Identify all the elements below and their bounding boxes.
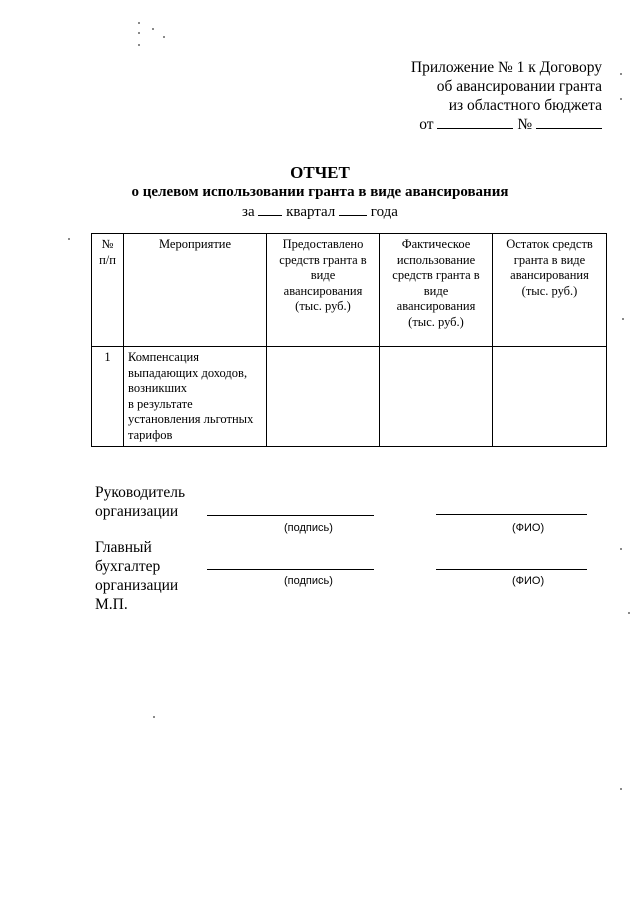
- activity-line: установления льготных: [128, 412, 254, 426]
- scan-speck: [138, 44, 140, 46]
- accountant-label-line: организации: [95, 577, 179, 594]
- report-period: [0, 202, 640, 222]
- contract-number-blank: [536, 115, 602, 129]
- head-signatory-label: [95, 483, 185, 521]
- activity-line: в результате: [128, 396, 193, 411]
- report-subtitle: о целевом использовании гранта в виде авансирования: [131, 184, 509, 200]
- scan-speck: [620, 788, 622, 790]
- period-quarter-label: квартал: [286, 204, 336, 220]
- scan-speck: [153, 716, 155, 718]
- contract-number-label: №: [517, 116, 533, 133]
- head-signature-caption: (подпись): [284, 522, 333, 534]
- scan-speck: [628, 612, 630, 614]
- header-actual: Фактическое использование средств гранта в виде авансирования (тыс. руб.): [380, 234, 493, 347]
- contract-date-blank: [437, 115, 513, 129]
- head-name-caption: (ФИО): [512, 522, 545, 534]
- scan-speck: [620, 548, 622, 550]
- year-blank: [339, 202, 367, 216]
- table-header-row: [92, 234, 607, 347]
- header-provided: Предоставлено средств гранта в виде авансирования (тыс. руб.): [267, 234, 380, 347]
- contract-date-label: от: [419, 116, 434, 133]
- quarter-blank: [258, 202, 282, 216]
- table-row: [92, 347, 607, 447]
- row-actual-cell[interactable]: [380, 347, 493, 447]
- row-remainder-cell[interactable]: [493, 347, 607, 447]
- appendix-header: [411, 58, 602, 134]
- appendix-line-2: об авансировании гранта: [436, 78, 602, 95]
- scan-speck: [138, 22, 140, 24]
- accountant-label-line: Главный: [95, 539, 152, 556]
- activity-line: возникших: [128, 381, 188, 395]
- scan-speck: [152, 28, 154, 30]
- scan-speck: [620, 98, 622, 100]
- accountant-signatory-label: [95, 538, 178, 614]
- report-title-block: [0, 163, 640, 222]
- period-prefix: за: [242, 204, 255, 220]
- report-title: ОТЧЕТ: [290, 163, 350, 182]
- activity-line: выпадающих доходов,: [128, 365, 248, 380]
- report-table: [91, 233, 607, 447]
- head-label-line: организации: [95, 503, 179, 520]
- accountant-name-line[interactable]: [436, 569, 587, 570]
- activity-line: тарифов: [128, 427, 173, 442]
- row-number-cell: 1: [92, 347, 124, 447]
- head-signature-line[interactable]: [207, 515, 374, 516]
- period-year-label: года: [370, 204, 398, 220]
- appendix-line-4: [411, 115, 602, 134]
- header-activity: Мероприятие: [124, 234, 267, 347]
- row-provided-cell[interactable]: [267, 347, 380, 447]
- appendix-line-1: Приложение № 1 к Договору: [410, 59, 602, 76]
- header-remainder: Остаток средств гранта в виде авансирования (тыс. руб.): [493, 234, 607, 347]
- accountant-signature-caption: (подпись): [284, 575, 333, 587]
- accountant-label-line: бухгалтер: [95, 558, 161, 575]
- head-name-line[interactable]: [436, 514, 587, 515]
- scan-speck: [622, 318, 624, 320]
- activity-line: Компенсация: [128, 350, 199, 364]
- row-activity-cell: [124, 347, 267, 447]
- scan-speck: [138, 32, 140, 34]
- head-label-line: Руководитель: [95, 484, 186, 501]
- accountant-signature-line[interactable]: [207, 569, 374, 570]
- accountant-name-caption: (ФИО): [512, 575, 545, 587]
- scan-speck: [620, 73, 622, 75]
- scan-speck: [68, 238, 70, 240]
- stamp-label: М.П.: [95, 596, 128, 613]
- appendix-line-3: из областного бюджета: [448, 97, 602, 114]
- scan-speck: [163, 36, 165, 38]
- header-number: № п/п: [92, 234, 124, 347]
